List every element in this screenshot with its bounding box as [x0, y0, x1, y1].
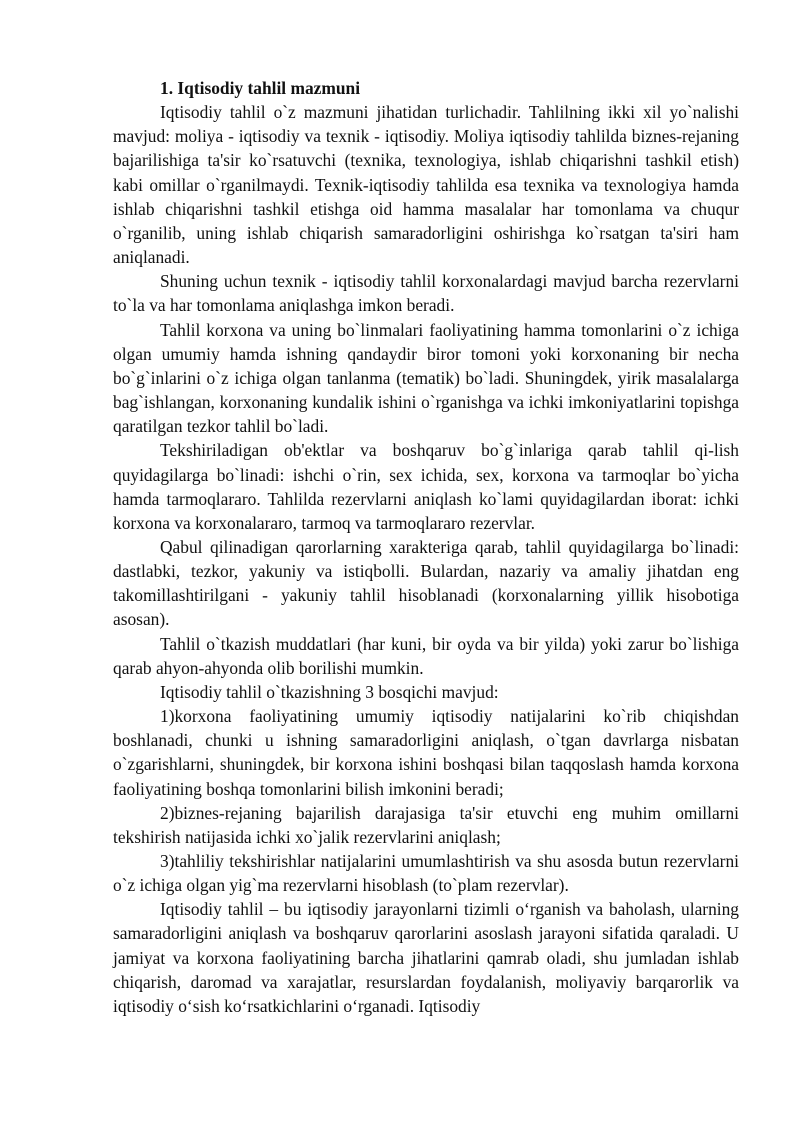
list-item-3: 3)tahliliy tekshirishlar natijalarini umumlashtirish va shu asosda butun rezervlarni o`z ichiga olgan yig`ma rezervlarni hisoblash (to`plam rezervlar). [113, 851, 739, 896]
paragraph-5: Qabul qilinadigan qarorlarning xarakteriga qarab, tahlil quyidagilarga bo`linadi: dastlabki, tezkor, yakuniy va istiqbolli. Bulardan, nazariy va amaliy jihatdan eng takomillashtirilgani - yakuniy tahlil hisoblanadi (korxonalarning yillik hisobotiga asosan). [113, 536, 739, 630]
paragraph-7: Iqtisodiy tahlil o`tkazishning 3 bosqichi mavjud: [160, 681, 499, 702]
list-item-1: 1)korxona faoliyatining umumiy iqtisodiy natijalarini ko`rib chiqishdan boshlanadi, chunki u ishning samaradorligini aniqlash, o`tgan davrlarga nisbatan o`zgarishlarni, shuningdek, bir korxona ishini boshqasi bilan taqqoslash hamda korxona faoliyatining boshqa tomonlarini bilish imkonini beradi; [113, 706, 739, 799]
document-page [113, 76, 739, 1018]
section-heading: 1. Iqtisodiy tahlil mazmuni [160, 78, 361, 98]
paragraph-4: Tekshiriladigan ob'ektlar va boshqaruv bo`g`inlariga qarab tahlil qi-lish quyidagilarga bo`linadi: ishchi o`rin, sex ichida, sex, korxona va tarmoqlar bo`yicha hamda tarmoqlararo. Tahlilda rezervlarni aniqlash ko`lami quyidagilardan iborat: ichki korxona va korxonalararo, tarmoq va tarmoqlararo rezervlar. [113, 440, 739, 533]
paragraph-2: Shuning uchun texnik - iqtisodiy tahlil korxonalardagi mavjud barcha rezervlarni to`la va har tomonlama aniqlashga imkon beradi. [113, 271, 739, 316]
paragraph-3: Tahlil korxona va uning bo`linmalari faoliyatining hamma tomonlarini o`z ichiga olgan umumiy hamda ishning qandaydir biror tomoni yoki korxonaning bir necha bo`g`inlarini o`z ichiga olgan tanlanma (tematik) bo`ladi. Shuningdek, yirik masalalarga bag`ishlangan, korxonaning kundalik ishini o`rganishga va ichki imkoniyatlarini topishga qaratilgan tezkor tahlil bo`ladi. [113, 319, 739, 437]
paragraph-6: Tahlil o`tkazish muddatlari (har kuni, bir oyda va bir yilda) yoki zarur bo`lishiga qarab ahyon-ahyonda olib borilishi mumkin. [113, 633, 739, 678]
list-item-2: 2)biznes-rejaning bajarilish darajasiga ta'sir etuvchi eng muhim omillarni tekshirish natijasida ichki xo`jalik rezervlarini aniqlash; [113, 802, 739, 847]
paragraph-1: Iqtisodiy tahlil o`z mazmuni jihatidan turlichadir. Tahlilning ikki xil yo`nalishi mavjud: moliya - iqtisodiy va texnik - iqtisodiy. Moliya iqtisodiy tahlilda biznes-rejaning bajarilishiga ta'sir ko`rsatuvchi (texnika, texnologiya, ishlab chiqarishni tashkil etish) kabi omillar o`rganilmaydi. Texnik-iqtisodiy tahlilda esa texnika va texnologiya hamda ishlab chiqarishni tashkil etishga oid hamma masalalar har tomonlama va chuqur o`rganilib, uning ishlab chiqarish samaradorligini oshirishga ko`rsatgan ta'siri ham aniqlanadi. [113, 102, 739, 268]
paragraph-8: Iqtisodiy tahlil – bu iqtisodiy jarayonlarni tizimli o‘rganish va baholash, ularning samaradorligini aniqlash va boshqaruv qarorlarini asoslash jarayoni sifatida qaraladi. U jamiyat va korxona faoliyatining barcha jihatlarini qamrab oladi, shu jumladan ishlab chiqarish, daromad va xarajatlar, resurslardan foydalanish, moliyaviy barqarorlik va iqtisodiy o‘sish ko‘rsatkichlarini o‘rganadi. Iqtisodiy [113, 899, 739, 1016]
